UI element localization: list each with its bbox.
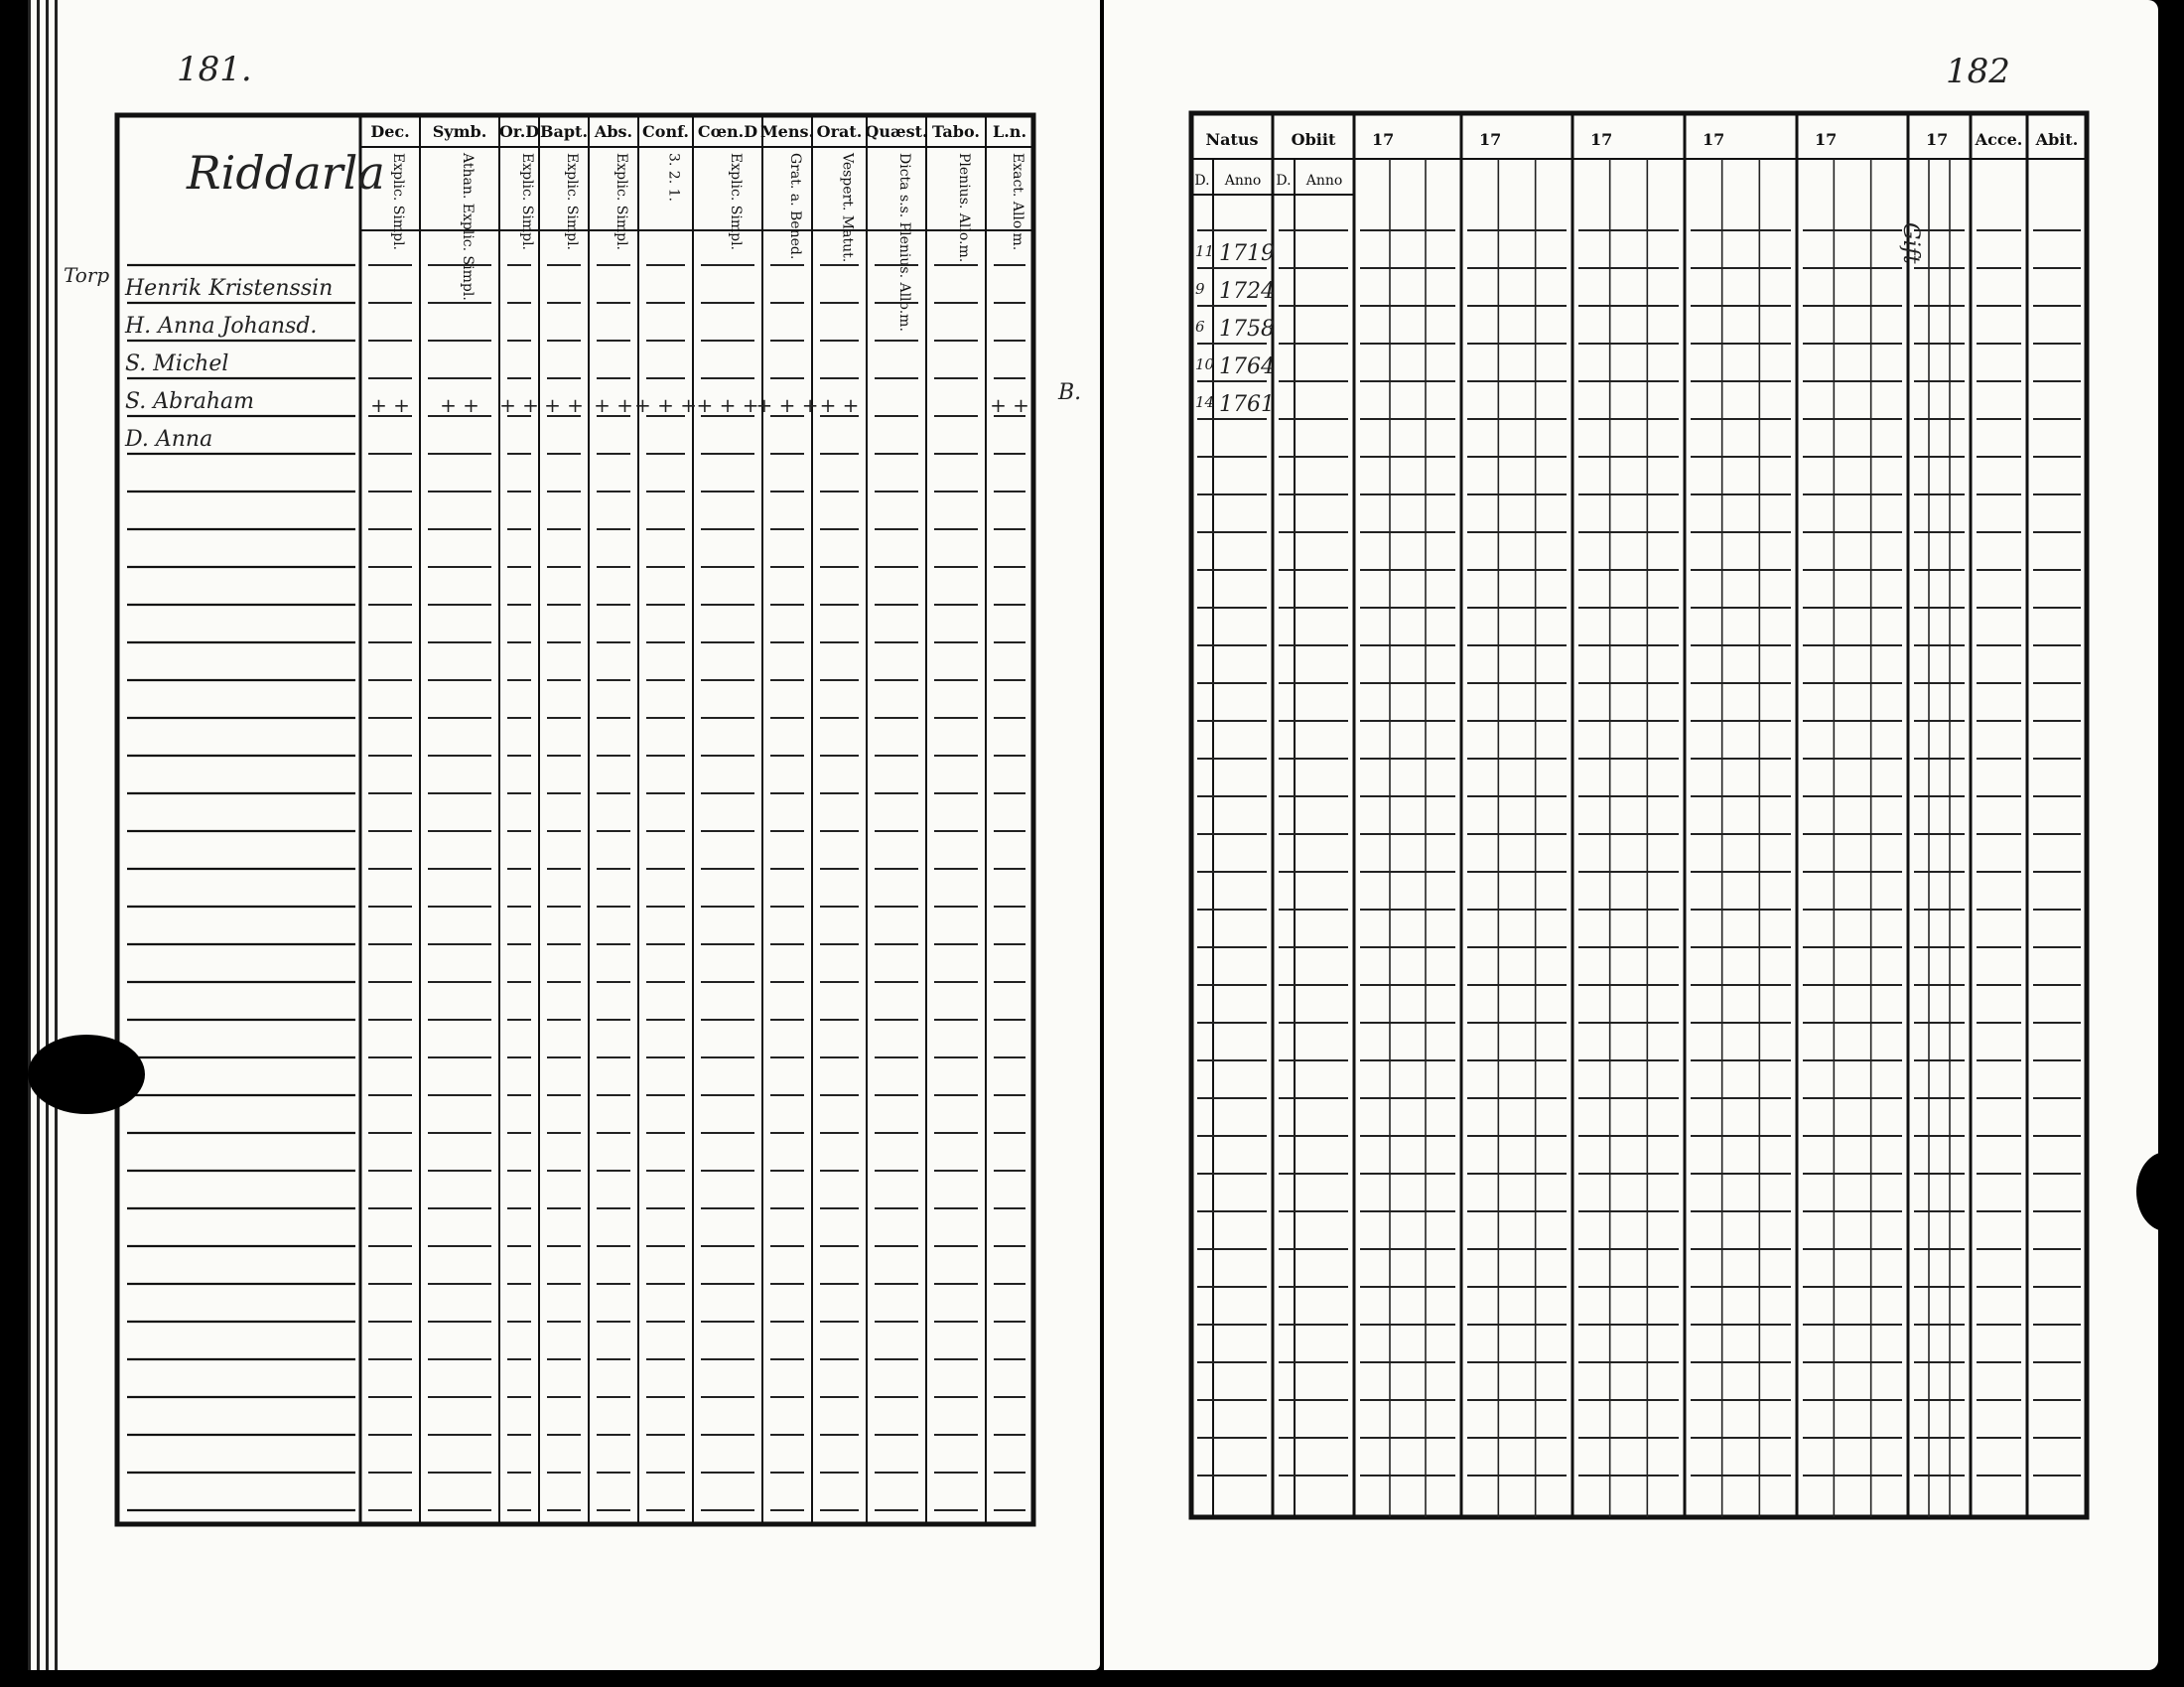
person-name: H. Anna Johansd. — [125, 314, 318, 339]
column-header: 17 — [1372, 130, 1395, 149]
column-header: Bapt. — [539, 122, 589, 141]
column-header: Symb. — [432, 122, 487, 141]
birth-day: 14 — [1195, 393, 1215, 411]
column-subheader: Athan. Explic. Simpl. — [460, 153, 476, 301]
birth-day: 6 — [1195, 318, 1205, 336]
column-subheader: Dicta s.s. Plenius. Allo.m. — [896, 153, 912, 332]
column-header: 17 — [1815, 130, 1838, 149]
catechism-mark: + + — [440, 393, 479, 417]
column-header: Cœn.D — [697, 122, 758, 141]
birth-day: 10 — [1195, 355, 1215, 373]
catechism-mark: + + — [594, 393, 633, 417]
farm-note: Torp — [64, 263, 110, 287]
left-clip — [28, 1035, 145, 1114]
catechism-mark: + + — [544, 393, 584, 417]
catechism-mark: + + + — [696, 393, 759, 417]
person-name: S. Abraham — [125, 389, 255, 414]
catechism-mark: + + — [499, 393, 539, 417]
birth-year: 1719 — [1219, 241, 1275, 266]
column-subheader: Anno — [1224, 173, 1262, 189]
column-subheader: Explic. Simpl. — [564, 153, 580, 251]
column-header: Quæst. — [865, 122, 928, 141]
column-header: Natus — [1205, 130, 1259, 149]
right-page — [1104, 0, 2158, 1670]
column-header: Conf. — [642, 122, 689, 141]
birth-year: 1724 — [1219, 279, 1275, 304]
column-subheader: Explic. Simpl. — [614, 153, 629, 251]
column-subheader: Explic. Simpl. — [390, 153, 406, 251]
column-header: Tabo. — [932, 122, 980, 141]
birth-day: 11 — [1195, 242, 1215, 260]
column-subheader: 3. 2. 1. — [665, 153, 682, 202]
birth-year: 1758 — [1219, 317, 1275, 342]
margin-note: Gift — [1898, 222, 1923, 264]
column-header: Mens. — [759, 122, 815, 141]
catechism-mark: + + — [819, 393, 860, 417]
birth-day: 9 — [1195, 280, 1205, 298]
column-subheader: D. — [1194, 173, 1210, 189]
catechism-mark: + + + — [634, 393, 697, 417]
page-number-right: 182 — [1946, 52, 2010, 91]
column-subheader: Exact. Allo.m. — [1010, 153, 1025, 251]
parish-title: Riddarla — [187, 146, 385, 200]
column-header: Or.D — [498, 122, 540, 141]
column-subheader: Anno — [1305, 173, 1343, 189]
column-header: Dec. — [370, 122, 410, 141]
birth-year: 1764 — [1219, 354, 1275, 379]
person-name: S. Michel — [125, 351, 229, 376]
column-header: Acce. — [1975, 130, 2023, 149]
column-subheader: Explic. Simpl. — [519, 153, 535, 251]
side-note: B. — [1058, 380, 1082, 405]
column-subheader: Plenius. Allo.m. — [956, 153, 972, 263]
column-header: Orat. — [816, 122, 863, 141]
column-header: 17 — [1590, 130, 1613, 149]
column-subheader: Grat. a. Bened. — [787, 153, 803, 260]
right-register-grid — [1104, 0, 2158, 1670]
column-subheader: D. — [1276, 173, 1292, 189]
column-header: 17 — [1479, 130, 1502, 149]
column-header: 17 — [1703, 130, 1725, 149]
column-header: L.n. — [992, 122, 1027, 141]
catechism-mark: + + — [370, 393, 410, 417]
birth-year: 1761 — [1219, 392, 1275, 417]
column-header: 17 — [1926, 130, 1949, 149]
catechism-mark: + + — [990, 393, 1029, 417]
column-header: Abit. — [2035, 130, 2079, 149]
left-register-grid — [28, 0, 1100, 1670]
column-subheader: Explic. Simpl. — [728, 153, 744, 251]
person-name: Henrik Kristenssin — [125, 276, 334, 301]
left-page — [28, 0, 1100, 1670]
catechism-mark: + + + — [755, 393, 819, 417]
column-subheader: Vespert. Matut. — [839, 153, 856, 263]
page-number-left: 181. — [177, 50, 252, 89]
register-border — [1191, 113, 2087, 1517]
person-name: D. Anna — [125, 427, 213, 452]
column-header: Obiit — [1291, 130, 1336, 149]
column-header: Abs. — [594, 122, 633, 141]
